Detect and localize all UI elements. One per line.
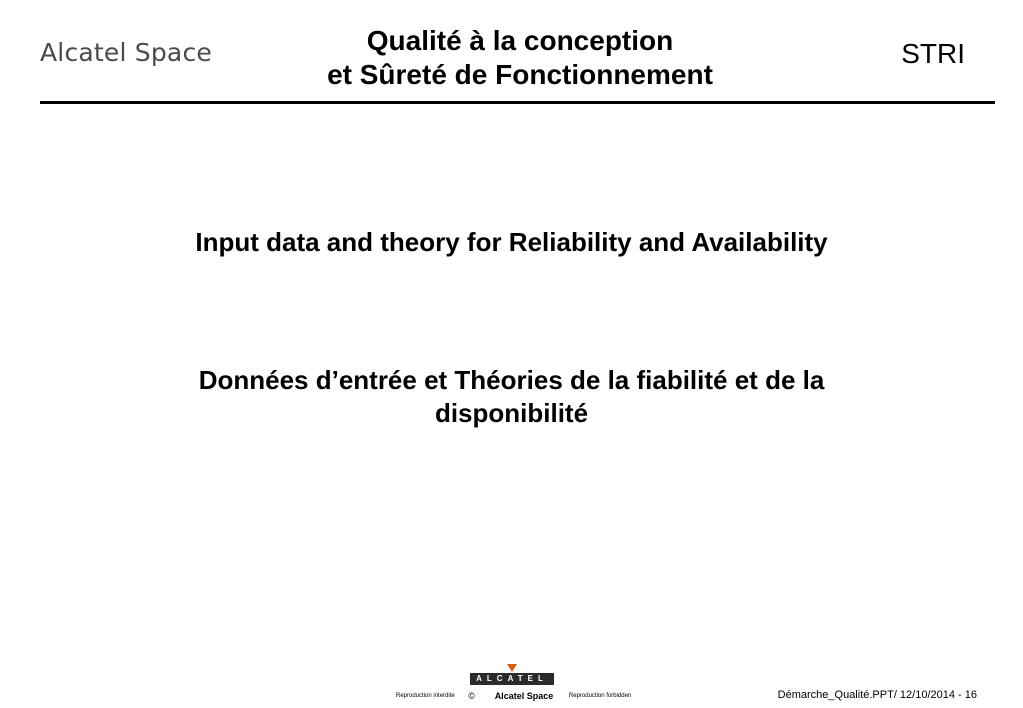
footer-brand: Alcatel Space [494, 691, 554, 701]
header-title-line-2: et Sûreté de Fonctionnement [327, 59, 713, 90]
french-title-line-2: disponibilité [434, 398, 589, 428]
reproduction-en: Reproduction forbidden [568, 693, 632, 699]
header-divider [40, 101, 995, 104]
english-title: Input data and theory for Reliability and Availability [195, 227, 828, 257]
copyright-symbol: © [468, 691, 476, 701]
footer-notice [396, 691, 631, 702]
footer-logo-text: ALCATEL [470, 673, 554, 685]
footer-alcatel-logo [470, 664, 554, 686]
french-title-line-1: Données d’entrée et Théories de la fiabilité et de la [198, 365, 825, 395]
french-title [100, 364, 923, 430]
slide-header-title [240, 24, 800, 92]
header-title-line-1: Qualité à la conception [366, 25, 674, 56]
footer-reference: Démarche_Qualité.PPT/ 12/10/2014 - 16 [777, 689, 977, 701]
alcatel-space-logo: Alcatel Space [40, 38, 212, 67]
reproduction-fr: Reproduction interdite [396, 693, 455, 699]
header-right-label: STRI [901, 38, 965, 69]
logo-triangle-icon [507, 664, 517, 672]
